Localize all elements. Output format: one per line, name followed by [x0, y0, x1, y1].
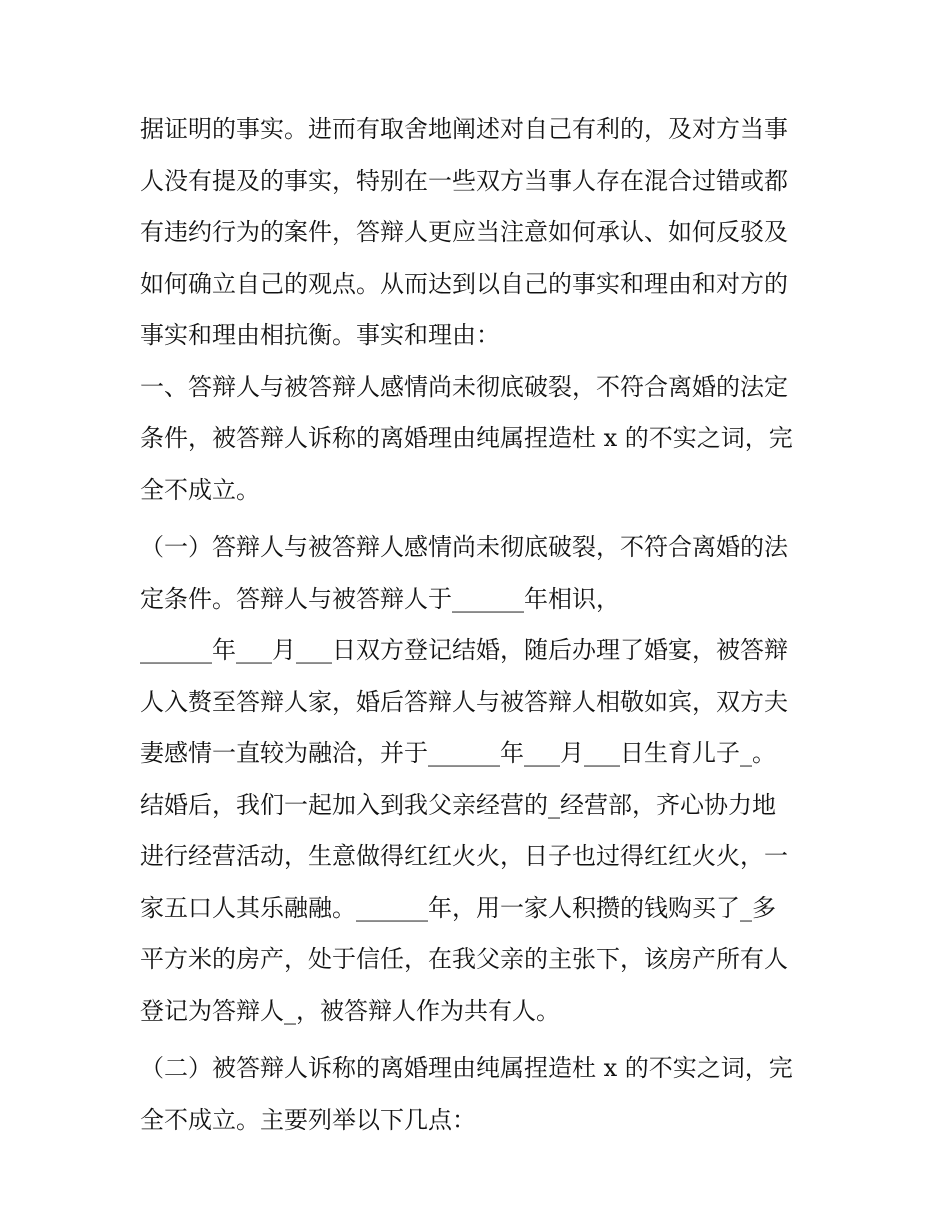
text-line: 定条件。答辩人与被答辩人于______年相识， [140, 584, 620, 613]
text-line: 人入赘至答辩人家，婚后答辩人与被答辩人相敬如宾，双方夫 [140, 687, 788, 716]
text-line: 登记为答辩人_，被答辩人作为共有人。 [140, 996, 560, 1025]
text-line: 全不成立。 [140, 475, 260, 504]
text-line: 条件，被答辩人诉称的离婚理由纯属捏造杜 x 的不实之词，完 [140, 424, 793, 452]
text-line: 进行经营活动，生意做得红红火火，日子也过得红红火火，一 [140, 842, 788, 870]
text-line: （二）被答辩人诉称的离婚理由纯属捏造杜 x 的不实之词，完 [140, 1054, 793, 1082]
document-body [140, 104, 820, 1146]
text-line: 全不成立。主要列举以下几点： [140, 1105, 476, 1134]
text-line: ______年___月___日双方登记结婚，随后办理了婚宴，被答辩 [140, 636, 788, 664]
text-line: 平方米的房产，处于信任，在我父亲的主张下，该房产所有人 [140, 945, 788, 973]
text-line: 据证明的事实。进而有取舍地阐述对自己有利的，及对方当事 [140, 115, 788, 143]
text-line: （一）答辩人与被答辩人感情尚未彻底破裂，不符合离婚的法 [140, 533, 788, 561]
text-line: 家五口人其乐融融。______年，用一家人积攒的钱购买了_多 [140, 893, 776, 922]
text-line: 妻感情一直较为融洽，并于______年___月___日生育儿子_。 [140, 739, 776, 767]
text-line: 结婚后，我们一起加入到我父亲经营的_经营部，齐心协力地 [140, 790, 776, 819]
text-line: 人没有提及的事实，特别在一些双方当事人存在混合过错或都 [140, 166, 788, 195]
text-line: 事实和理由相抗衡。事实和理由： [140, 321, 500, 349]
text-line: 如何确立自己的观点。从而达到以自己的事实和理由和对方的 [140, 269, 788, 298]
text-line: 有违约行为的案件，答辩人更应当注意如何承认、如何反驳及 [140, 218, 788, 246]
text-line: 一、答辩人与被答辩人感情尚未彻底破裂，不符合离婚的法定 [140, 372, 788, 401]
